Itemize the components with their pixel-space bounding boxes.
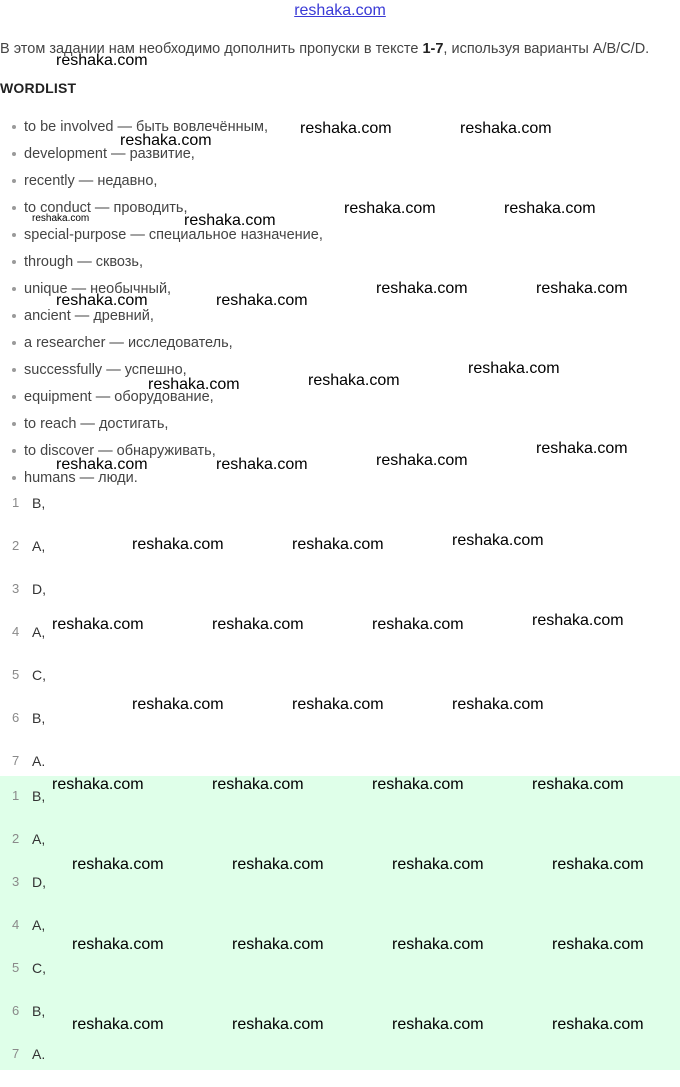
watermark: reshaka.com: [392, 936, 484, 953]
answer-letter: B,: [32, 710, 46, 726]
answer-letter: D,: [32, 874, 46, 890]
intro-text: [0, 38, 676, 68]
watermark: reshaka.com: [132, 536, 224, 553]
answer-number: 6: [12, 710, 20, 725]
answer-number: 4: [12, 917, 20, 932]
site-link[interactable]: reshaka.com: [294, 2, 386, 19]
answer-row: [0, 786, 680, 829]
answer-row: [0, 915, 680, 958]
answer-letter: A,: [32, 624, 46, 640]
answer-number: 1: [12, 495, 20, 510]
answer-row: [0, 872, 680, 915]
intro-after: , используя варианты A/B/C/D.: [443, 41, 650, 57]
wordlist-item: ancient — древний,: [10, 305, 323, 332]
watermark: reshaka.com: [216, 292, 308, 309]
wordlist-item: to discover — обнаруживать,: [10, 440, 323, 467]
answers-list: [0, 493, 680, 794]
watermark: reshaka.com: [212, 776, 304, 793]
watermark: reshaka.com: [552, 936, 644, 953]
watermark: reshaka.com: [460, 120, 552, 137]
watermark: reshaka.com: [72, 1016, 164, 1033]
wordlist-item: development — развитие,: [10, 143, 323, 170]
answer-letter: B,: [32, 1003, 46, 1019]
watermark: reshaka.com: [184, 212, 276, 229]
watermark: reshaka.com: [536, 280, 628, 297]
watermark: reshaka.com: [52, 616, 144, 633]
watermark: reshaka.com: [532, 776, 624, 793]
answer-letter: B,: [32, 495, 46, 511]
answer-row: [0, 493, 680, 536]
watermark: reshaka.com: [120, 132, 212, 149]
watermark: reshaka.com: [232, 856, 324, 873]
wordlist-item: special-purpose — специальное назначение,: [10, 224, 323, 251]
answer-number: 1: [12, 788, 20, 803]
answers-list-highlighted: [0, 786, 680, 1087]
answer-row: [0, 1044, 680, 1087]
watermark: reshaka.com: [72, 856, 164, 873]
watermark: reshaka.com: [56, 292, 148, 309]
watermark: reshaka.com: [376, 280, 468, 297]
watermark: reshaka.com: [300, 120, 392, 137]
watermark: reshaka.com: [148, 376, 240, 393]
answer-letter: A.: [32, 1046, 46, 1062]
wordlist-item: unique — необычный,: [10, 278, 323, 305]
wordlist-item: humans — люди.: [10, 467, 323, 494]
intro-range: 1-7: [422, 41, 444, 57]
watermark: reshaka.com: [376, 452, 468, 469]
watermark: reshaka.com: [52, 776, 144, 793]
watermark: reshaka.com: [216, 456, 308, 473]
answer-letter: A.: [32, 753, 46, 769]
answer-number: 3: [12, 874, 20, 889]
answer-number: 7: [12, 753, 20, 768]
watermark: reshaka.com: [232, 1016, 324, 1033]
answer-number: 3: [12, 581, 20, 596]
answer-letter: A,: [32, 831, 46, 847]
answer-letter: C,: [32, 960, 46, 976]
watermark: reshaka.com: [392, 856, 484, 873]
watermark: reshaka.com: [552, 856, 644, 873]
watermark: reshaka.com: [56, 52, 148, 69]
watermark: reshaka.com: [452, 532, 544, 549]
answer-row: [0, 622, 680, 665]
watermark: reshaka.com: [212, 616, 304, 633]
answer-row: [0, 1001, 680, 1044]
answer-number: 6: [12, 1003, 20, 1018]
answer-row: [0, 665, 680, 708]
answer-number: 2: [12, 831, 20, 846]
watermark: reshaka.com: [552, 1016, 644, 1033]
wordlist-item: to be involved — быть вовлечённым,: [10, 116, 323, 143]
watermark: reshaka.com: [504, 200, 596, 217]
answer-letter: C,: [32, 667, 46, 683]
watermark: reshaka.com: [468, 360, 560, 377]
watermark: reshaka.com: [32, 213, 90, 224]
answer-row: [0, 579, 680, 622]
answer-letter: B,: [32, 788, 46, 804]
watermark: reshaka.com: [372, 616, 464, 633]
answer-row: [0, 829, 680, 872]
answer-number: 2: [12, 538, 20, 553]
answer-number: 5: [12, 667, 20, 682]
watermark: reshaka.com: [132, 696, 224, 713]
watermark: reshaka.com: [232, 936, 324, 953]
wordlist-item: equipment — оборудование,: [10, 386, 323, 413]
intro-before: В этом задании нам необходимо дополнить пропуски в тексте: [0, 41, 423, 57]
watermark: reshaka.com: [72, 936, 164, 953]
answer-number: 7: [12, 1046, 20, 1061]
answer-row: [0, 958, 680, 1001]
wordlist-item: through — сквозь,: [10, 251, 323, 278]
wordlist-item: recently — недавно,: [10, 170, 323, 197]
watermark: reshaka.com: [292, 536, 384, 553]
wordlist-item: to reach — достигать,: [10, 413, 323, 440]
watermark: reshaka.com: [292, 696, 384, 713]
answer-row: [0, 708, 680, 751]
answer-row: [0, 536, 680, 579]
wordlist-item: to conduct — проводить,: [10, 197, 323, 224]
answer-number: 4: [12, 624, 20, 639]
watermark: reshaka.com: [536, 440, 628, 457]
watermark: reshaka.com: [532, 612, 624, 629]
answer-letter: A,: [32, 538, 46, 554]
watermark: reshaka.com: [392, 1016, 484, 1033]
watermark: reshaka.com: [308, 372, 400, 389]
watermark: reshaka.com: [372, 776, 464, 793]
wordlist-item: successfully — успешно,: [10, 359, 323, 386]
watermark: reshaka.com: [344, 200, 436, 217]
wordlist-item: a researcher — исследователь,: [10, 332, 323, 359]
answer-letter: A,: [32, 917, 46, 933]
wordlist-title: WORDLIST: [0, 80, 77, 96]
watermark: reshaka.com: [452, 696, 544, 713]
watermark: reshaka.com: [56, 456, 148, 473]
answer-letter: D,: [32, 581, 46, 597]
wordlist: [10, 116, 323, 494]
answer-number: 5: [12, 960, 20, 975]
